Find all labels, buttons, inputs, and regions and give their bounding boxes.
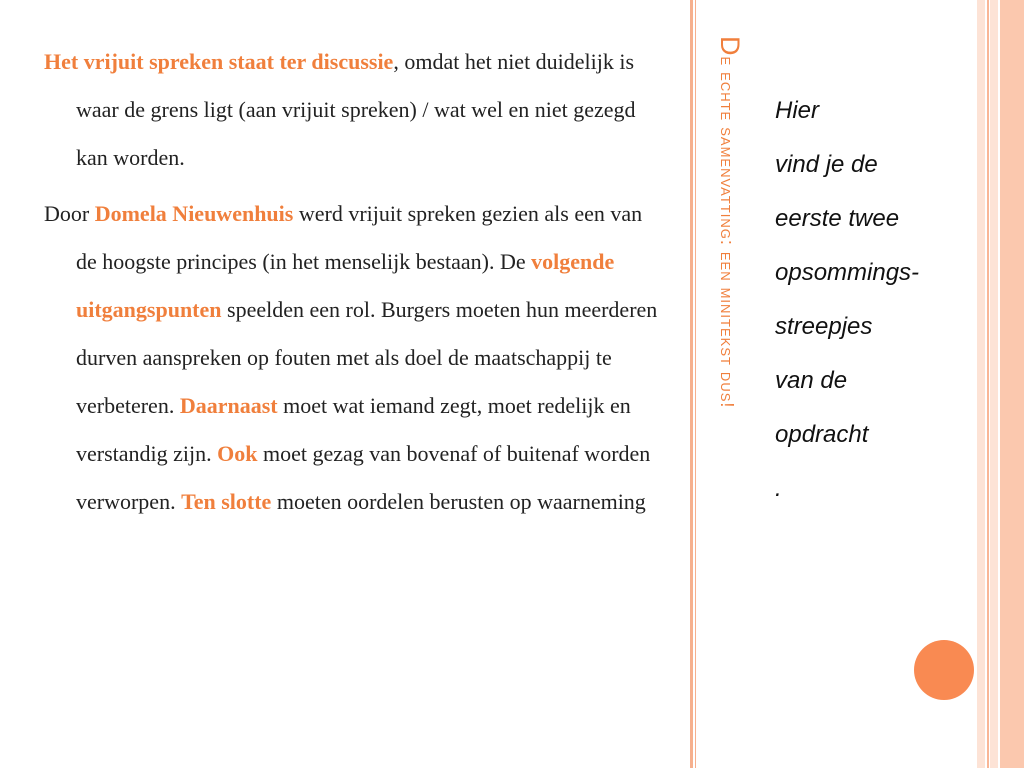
paragraph-2 — [44, 190, 664, 526]
slide-title-area — [712, 36, 748, 616]
highlight-topic: Het vrijuit spreken staat ter discussie — [44, 49, 394, 74]
stripe — [1000, 0, 1024, 768]
stripe — [987, 0, 989, 768]
highlight-ook: Ook — [217, 441, 258, 466]
paragraph-2-text: speelden een rol. Burgers moeten hun meerderen durven aanspreken op fouten met als doel de maatschappij te verbeteren. — [76, 297, 658, 418]
summary-text — [44, 38, 664, 526]
side-note-line: Hier — [775, 97, 820, 124]
side-note-line: van de — [775, 367, 848, 394]
stripe — [977, 0, 985, 768]
paragraph-2-text: werd vrijuit spreken gezien als een van de hoogste principes (in het menselijk bestaan). De — [76, 201, 643, 274]
paragraph-1 — [44, 38, 664, 182]
paragraph-2-text: moeten oordelen berusten op waarneming — [271, 489, 646, 514]
highlight-uitgangspunten: volgende uitgangspunten — [76, 249, 615, 322]
side-note-line: . — [775, 475, 782, 502]
stripe — [690, 0, 693, 768]
side-note — [775, 84, 965, 516]
decorative-circle — [914, 640, 974, 700]
paragraph-2-text: moet wat iemand zegt, moet redelijk en verstandig zijn. — [76, 393, 631, 466]
highlight-daarnaast: Daarnaast — [179, 393, 278, 418]
stripe — [695, 0, 696, 768]
slide-title-rest: e echte samenvatting: een minitekst dus! — [717, 56, 737, 409]
paragraph-2-text: Door — [44, 201, 95, 226]
slide-title-initial: D — [715, 36, 745, 57]
side-note-line: streepjes — [775, 313, 873, 340]
side-note-line: opsommings- — [775, 259, 920, 286]
paragraph-2-text: moet gezag van bovenaf of buitenaf worden verworpen. — [76, 441, 651, 514]
side-note-line: eerste twee — [775, 205, 900, 232]
stripe — [990, 0, 998, 768]
side-note-line: opdracht — [775, 421, 869, 448]
highlight-ten-slotte: Ten slotte — [181, 489, 272, 514]
slide-title — [712, 36, 748, 616]
side-note-line: vind je de — [775, 151, 878, 178]
paragraph-1-text: , omdat het niet duidelijk is waar de grens ligt (aan vrijuit spreken) / wat wel en niet gezegd kan worden. — [76, 49, 636, 170]
highlight-name: Domela Nieuwenhuis — [94, 201, 294, 226]
